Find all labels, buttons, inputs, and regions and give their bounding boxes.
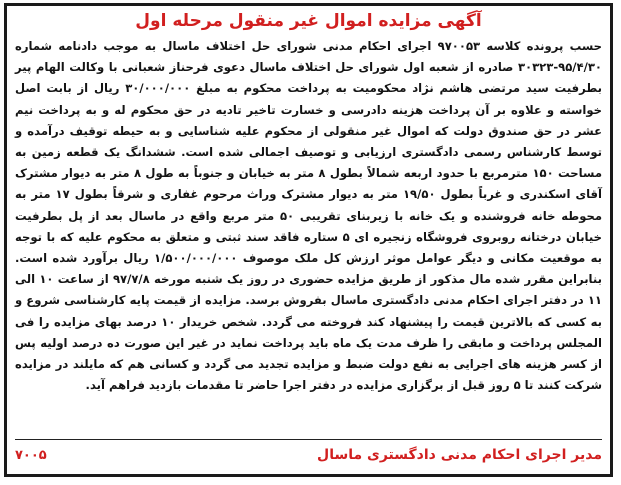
notice-body: حسب پرونده کلاسه ۹۷۰۰۵۳ اجرای احکام مدنی شورای حل اختلاف ماسال به موجب دادنامه شماره ۹۵/۴/۳۰-۳۰۳۲۳ صادره از شعبه اول شورای حل اختلاف ماسال دعوی فرحناز شعبانی با وکالت الهام پیر بطرفیت سید مرتضی هاشم نژاد محکومیت به پرداخت محکوم به مبلغ ۳۰/۰۰۰/۰۰۰ ریال از بابت اصل خواسته و علاوه بر آن پرداخت هزینه دادرسی و خسارت تاخیر تادیه در حق محکوم له و به پرداخت نیم عشر در حق صندوق دولت که اموال غیر منقولی از محکوم علیه شناسایی و به حیطه توقیف درآمده و توسط کارشناس رسمی دادگستری ارزیابی و توصیف اجمالی شده است. ششدانگ یک قطعه زمین به مساحت ۱۵۰ مترمربع با حدود اربعه شمالاً بطول ۸ متر به خیابان و جنوباً به طول ۸ متر به دیوار مشترک آقای اسکندری و غرباً بطول ۱۹/۵۰ متر به دیوار مشترک وراث مرحوم غفاری و شرقاً بطول ۱۷ متر به محوطه خانه فروشنده و یک خانه با زیربنای تقریبی ۵۰ متر مربع واقع در ماسال بعد از پل بطرفیت خیابان درختانه روبروی فروشگاه زنجیره ای ۵ ستاره فاقد سند ثبتی و متعلق به محکوم علیه که با توجه به موقعیت مکانی و دیگر عوامل موثر ارزش کل ملک موصوف ۱/۵۰۰/۰۰۰/۰۰۰ ریال برآورد شده است. بنابراین مقرر شده مال مذکور از طریق مزایده حضوری در روز یک شنبه مورخه ۹۷/۷/۸ از ساعت ۱۰ الی ۱۱ در دفتر اجرای احکام مدنی دادگستری ماسال بفروش برسد. مزایده از قیمت پایه کارشناسی شروع و به کسی که بالاترین قیمت را پیشنهاد کند فروخته می گردد. شخص خریدار ۱۰ درصد بهای مزایده را فی المجلس پرداخت و مابقی را ظرف مدت یک ماه باید پرداخت نماید در غیر این صورت ده درصد اولیه پس از کسر هزینه های اجرایی به نفع دولت ضبط و مزایده تجدید می گردد و کسانی هم که مایلند در مزایده شرکت کنند تا ۵ روز قبل از برگزاری مزایده در دفتر اجرا حاضر تا مقدمات بازدید فراهم آید.: [15, 39, 602, 393]
signature: مدیر اجرای احکام مدنی دادگستری ماسال: [317, 447, 602, 463]
notice-title: آگهی مزایده اموال غیر منقول مرحله اول: [135, 11, 482, 31]
notice-frame: [4, 3, 613, 477]
ad-code: ۷۰۰۵: [15, 447, 47, 463]
notice-footer: [15, 439, 602, 466]
